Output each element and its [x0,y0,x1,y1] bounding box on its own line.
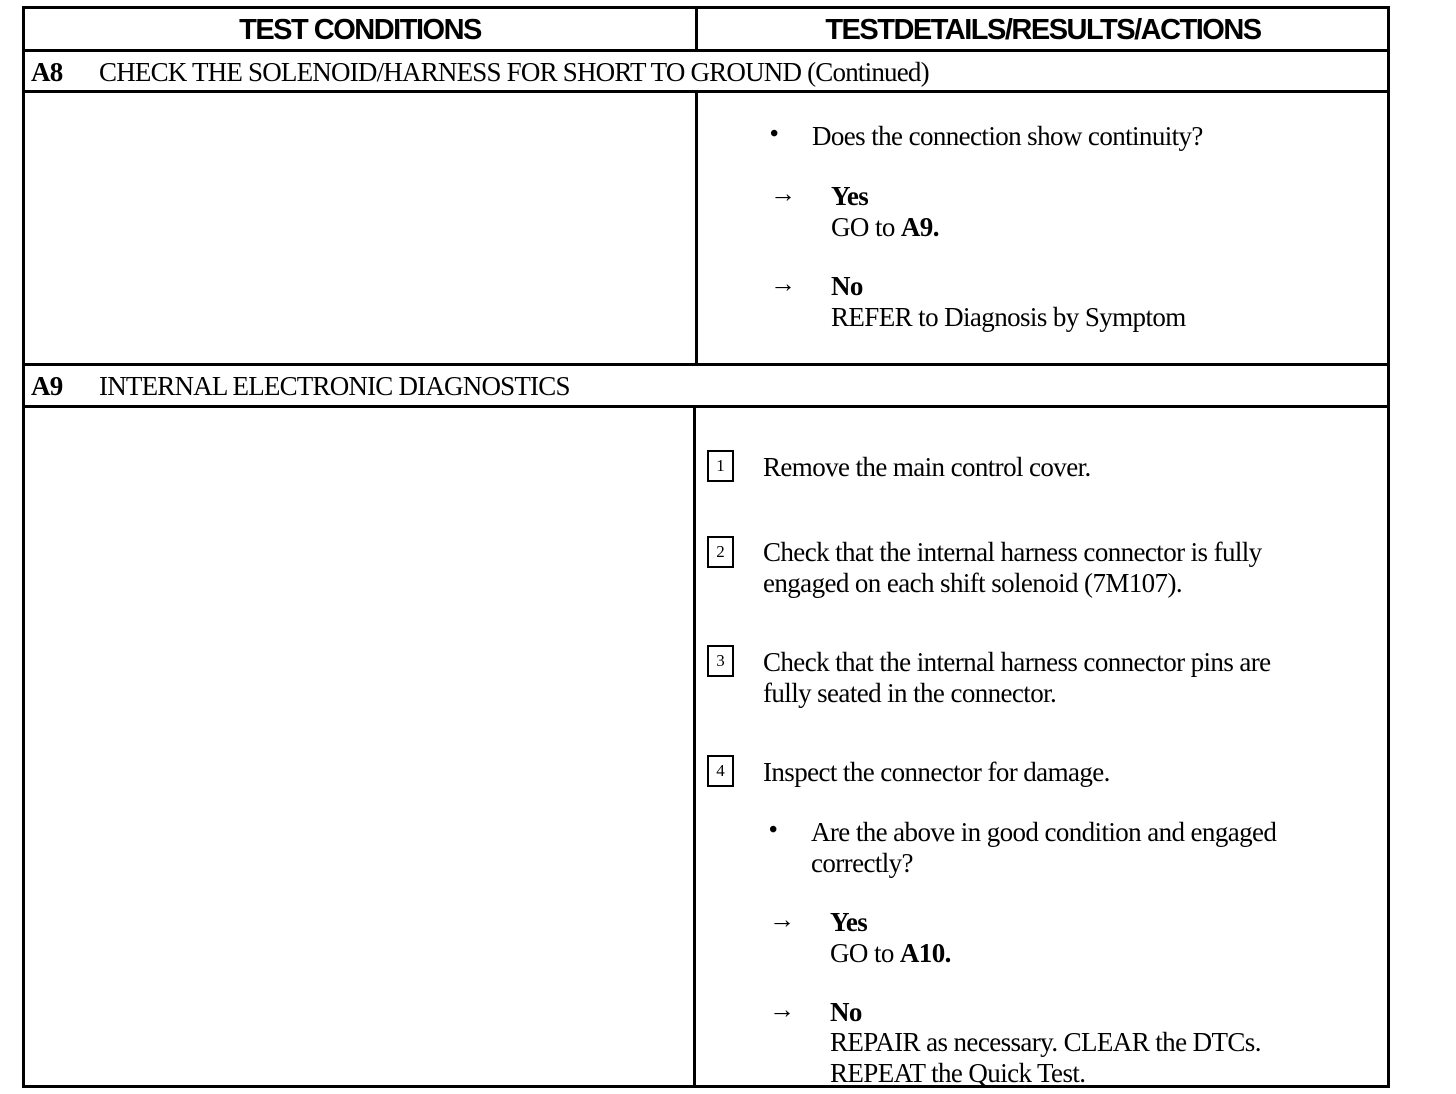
a9-yes-arrow-icon: → [769,905,795,934]
a9-yes-action: GO to A10. [830,938,951,968]
header-test-conditions: TEST CONDITIONS [239,14,481,46]
step-1-text: Remove the main control cover. [763,452,1091,482]
header-test-details: TESTDETAILS/RESULTS/ACTIONS [825,14,1261,46]
a9-id: A9 [31,371,63,401]
a8-column-divider [695,90,698,366]
a9-no-arrow-icon: → [769,995,795,1024]
a8-no-label: No [831,271,863,301]
a8-question: Does the connection show continuity? [812,121,1203,151]
step-3-line2: fully seated in the connector. [763,678,1057,708]
step-number-box: 3 [707,645,734,677]
a9-question-line1: Are the above in good condition and engaged [811,817,1277,847]
a8-no-arrow-icon: → [770,269,796,298]
a8-yes-arrow-icon: → [770,179,796,208]
a9-yes-target: A10. [899,938,951,968]
a9-column-divider [693,405,696,1085]
step-2-line2: engaged on each shift solenoid (7M107). [763,568,1182,598]
a9-yes-label: Yes [830,907,868,937]
diagnostic-table [22,6,1390,1088]
a8-yes-action: GO to A9. [831,212,939,242]
a8-title: CHECK THE SOLENOID/HARNESS FOR SHORT TO GROUND (Continued) [99,57,929,87]
step-3-line1: Check that the internal harness connector pins are [763,647,1271,677]
step-number-box: 1 [707,450,734,482]
a9-question-line2: correctly? [811,848,913,878]
a9-no-label: No [830,997,862,1027]
a8-id: A8 [31,57,63,87]
a9-section-title [31,366,570,406]
a9-bullet-icon: • [769,817,778,843]
a9-no-action-line1: REPAIR as necessary. CLEAR the DTCs. [830,1027,1261,1057]
a8-yes-target: A9. [900,212,939,242]
a8-no-action: REFER to Diagnosis by Symptom [831,302,1186,332]
step-number-box: 2 [707,536,734,568]
a8-bullet-icon: • [770,121,779,147]
a9-no-action-line2: REPEAT the Quick Test. [830,1058,1086,1088]
step-4-text: Inspect the connector for damage. [763,757,1110,787]
a8-section-title [31,52,929,92]
a8-yes-label: Yes [831,181,869,211]
step-2-line1: Check that the internal harness connector is fully [763,537,1262,567]
step-number-box: 4 [707,755,734,787]
a9-title: INTERNAL ELECTRONIC DIAGNOSTICS [99,371,570,401]
